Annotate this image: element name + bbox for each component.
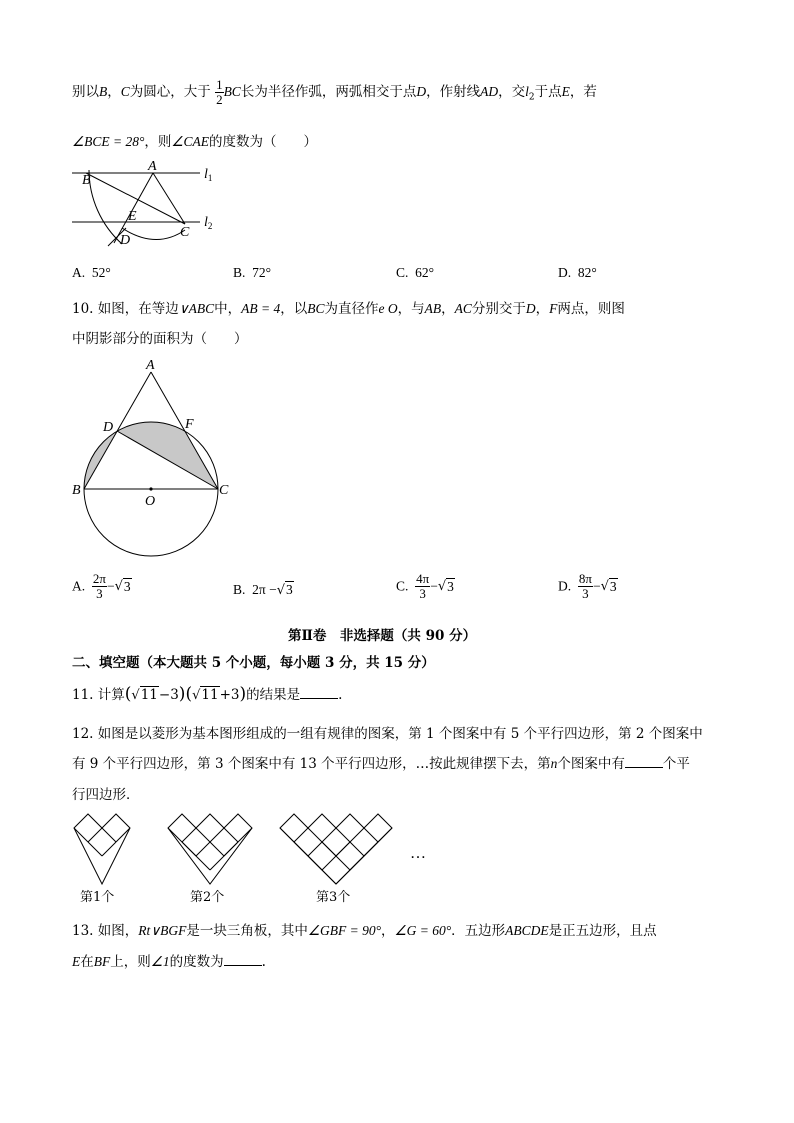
eq-ab: AB = 4	[241, 301, 281, 316]
triangle-bgf: Rt∨BGF	[138, 923, 187, 938]
var-e: E	[72, 954, 81, 969]
seg-ab: AB	[424, 301, 442, 316]
paren-open: (	[185, 684, 193, 704]
q10-option-a[interactable]: A. $\frac{2\pi}{3}$ −√3	[72, 571, 131, 601]
var-n: n	[550, 756, 558, 771]
shaded-region-top	[117, 422, 218, 489]
label-c: C	[180, 225, 190, 240]
label-e: E	[128, 209, 137, 224]
q13-line2: E在BF上，则∠1的度数为 .	[72, 954, 266, 970]
q9-line1	[72, 78, 597, 107]
q12-line1: 12. 如图是以菱形为基本图形组成的一组有规律的图案，第 1 个图案中有 5 个平行四边形，第 2 个图案中	[72, 726, 703, 742]
answer-blank[interactable]	[224, 953, 262, 966]
q12-line3: 行四边形．	[72, 787, 140, 803]
q10-option-d[interactable]: D. $\frac{8\pi}{3}$ −√3	[558, 571, 617, 601]
text: ，	[535, 301, 550, 317]
text: ，若	[569, 84, 597, 100]
angle-cae: ∠CAE	[171, 134, 209, 149]
label-b: B	[72, 483, 81, 498]
q10-option-c[interactable]: C. $\frac{4\pi}{3}$ −√3	[396, 571, 454, 601]
angle-gbf: ∠GBF = 90°	[307, 923, 381, 938]
label-b: B	[82, 173, 91, 188]
text: 长为半径作弧，两弧相交于点	[240, 84, 417, 100]
label-o: O	[145, 494, 156, 509]
arc-bottom	[122, 228, 185, 240]
radicand: 11	[201, 687, 219, 703]
q12-patterns	[66, 808, 436, 908]
var-c: C	[120, 84, 130, 99]
text: 的结果是	[246, 687, 301, 703]
caption-2: 第2个	[190, 890, 225, 905]
label-d: D	[103, 420, 114, 435]
arc-center-c	[89, 170, 122, 244]
sub: 2	[528, 92, 535, 103]
label-c: C	[219, 483, 229, 498]
sqrt-icon: √	[192, 688, 201, 703]
frac-num: 1	[216, 77, 223, 92]
var-d: D	[416, 84, 427, 99]
paren-close: )	[178, 684, 186, 704]
triangle-abc: ∨ABC	[178, 301, 215, 316]
seg-bc: BC	[223, 84, 241, 99]
text: 的度数为（ ）	[208, 134, 317, 150]
label-a: A	[146, 358, 155, 373]
label-l2: $l_2$	[204, 215, 213, 231]
q9-line2	[72, 130, 317, 150]
label-d: D	[120, 233, 131, 248]
text: ，与	[397, 301, 425, 317]
paren-close: )	[239, 684, 247, 704]
paren-open: (	[124, 684, 132, 704]
text: ，	[107, 84, 121, 100]
label-f: F	[185, 417, 194, 432]
pattern-2	[168, 814, 252, 884]
part2-title: 第Ⅱ卷 非选择题（共 90 分）	[288, 628, 477, 644]
seg-bc: BC	[307, 301, 325, 316]
text: ，交	[498, 84, 526, 100]
text: +3	[219, 687, 240, 703]
frac-den: 2	[216, 92, 223, 107]
center-dot	[149, 487, 152, 490]
var-d: D	[525, 301, 536, 316]
pattern-1	[74, 814, 130, 884]
text: 两点，则图	[557, 301, 625, 317]
var-f: F	[549, 301, 558, 316]
answer-blank[interactable]	[300, 686, 338, 699]
fraction-half	[215, 78, 224, 107]
caption-1: 第1个	[80, 890, 115, 905]
q10-figure	[66, 352, 246, 562]
sqrt-icon: √	[131, 688, 140, 703]
var-b: B	[99, 84, 108, 99]
text: 为直径作	[324, 301, 379, 317]
radicand: 11	[140, 687, 158, 703]
caption-3: 第3个	[316, 890, 351, 905]
seg-ac: AC	[454, 301, 472, 316]
q9-figure	[70, 158, 230, 250]
pattern-3	[280, 814, 392, 884]
text: ，以	[280, 301, 308, 317]
q10-option-b[interactable]: B. 2π −√3	[233, 582, 293, 598]
q12-line2: 有 9 个平行四边形，第 3 个图案中有 13 个平行四边形，…按此规律摆下去，第n个图案中有 个平	[72, 756, 690, 772]
q11-line	[72, 683, 342, 704]
text: ，则	[144, 134, 172, 150]
angle-bce: ∠BCE = 28°	[72, 134, 145, 149]
ray-ad: AD	[480, 84, 499, 99]
text: 中，	[214, 301, 242, 317]
text: 于点	[534, 84, 562, 100]
text: ，作射线	[426, 84, 481, 100]
label-a: A	[148, 159, 157, 174]
q13-line1: 13. 如图，Rt∨BGF是一块三角板，其中∠GBF = 90°，∠G = 60°．五边形ABCDE是正五边形，且点	[72, 923, 657, 939]
text: .	[338, 687, 343, 703]
text: −3	[158, 687, 179, 703]
q10-line2: 中阴影部分的面积为（ ）	[72, 331, 248, 347]
seg-bf: BF	[93, 954, 111, 969]
pentagon-abcde: ABCDE	[505, 923, 549, 938]
text: 10. 如图，在等边	[72, 301, 179, 317]
q9-option-b[interactable]: B. 72°	[233, 265, 272, 280]
line-l: l	[525, 84, 529, 99]
var-e: E	[561, 84, 570, 99]
label-l1: $l_1$	[204, 167, 213, 183]
text: 11. 计算	[72, 687, 125, 703]
q10-line1	[72, 297, 625, 317]
text: 为圆心，大于	[129, 84, 211, 100]
text: 分别交于	[471, 301, 526, 317]
answer-blank[interactable]	[625, 755, 663, 768]
angle-1: ∠1	[150, 954, 170, 969]
q9-option-c[interactable]: C. 62°	[396, 265, 435, 280]
ellipsis: …	[410, 845, 426, 862]
section2-title: 二、填空题（本大题共 5 个小题，每小题 3 分，共 15 分）	[72, 655, 435, 671]
text: ，	[441, 301, 455, 317]
q9-option-d[interactable]: D. 82°	[558, 265, 597, 280]
text: 别以	[72, 84, 99, 100]
q9-option-a[interactable]: A. 52°	[72, 265, 111, 280]
circle-o: e O	[378, 301, 398, 316]
seg-ac	[153, 173, 185, 224]
angle-g: ∠G = 60°	[394, 923, 452, 938]
